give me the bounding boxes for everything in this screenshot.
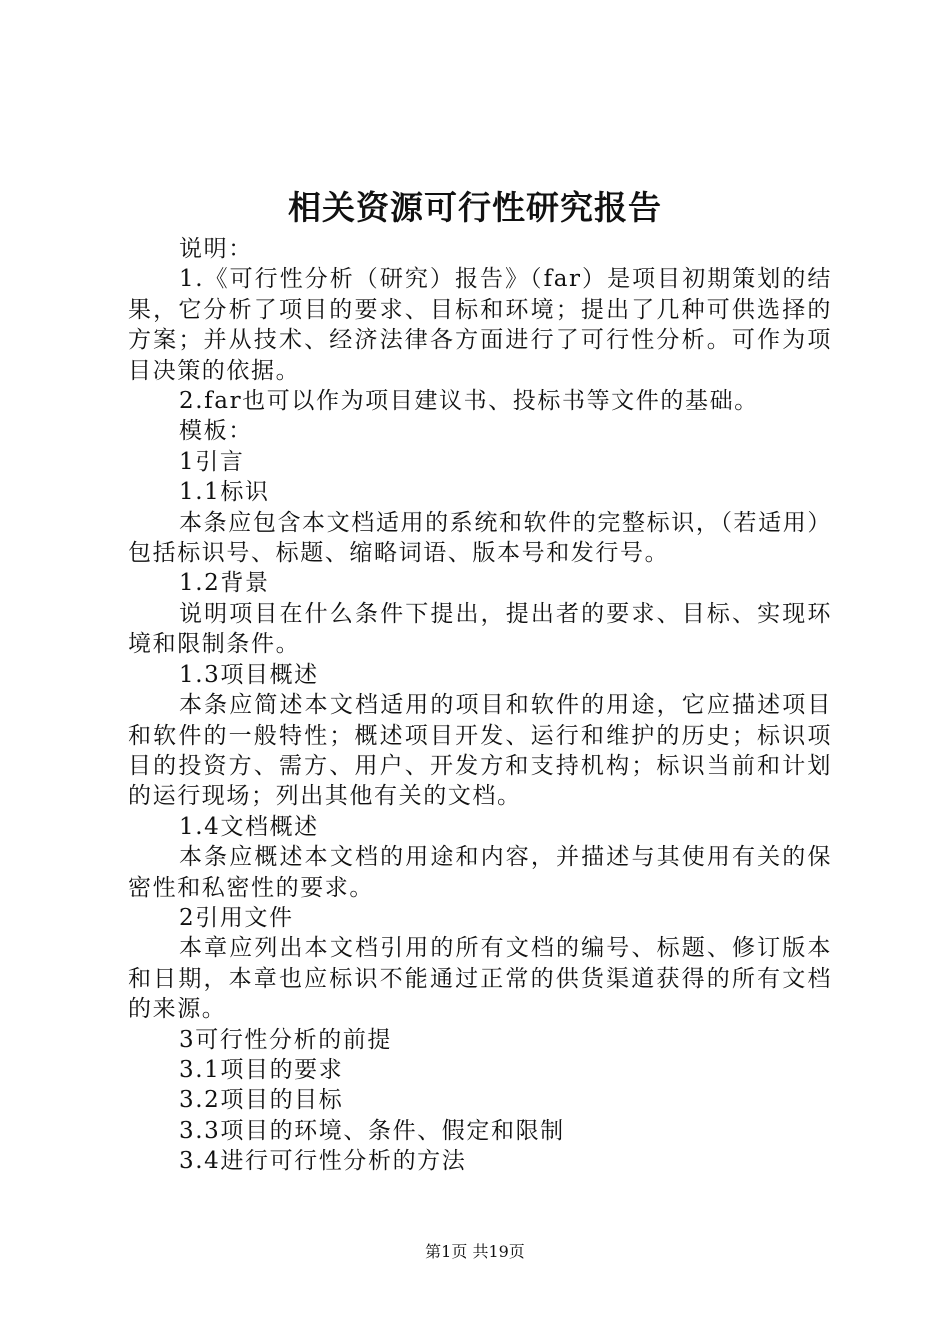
paragraph-template-heading: 模板： [179, 418, 253, 445]
document-body [128, 234, 832, 1177]
section-body-2: 本章应列出本文档引用的所有文档的编号、标题、修订版本和日期，本章也应标识不能通过正常的供货渠道获得的所有文档的来源。 [128, 935, 832, 1023]
paragraph-note-2: 2.far也可以作为项目建议书、投标书等文件的基础。 [179, 388, 759, 415]
section-heading-3-4: 3.4进行可行性分析的方法 [179, 1148, 467, 1175]
document-title: 相关资源可行性研究报告 [288, 188, 662, 227]
section-body-1-4: 本条应概述本文档的用途和内容，并描述与其使用有关的保密性和私密性的要求。 [128, 844, 832, 901]
section-heading-3: 3可行性分析的前提 [179, 1026, 393, 1053]
section-heading-1-1: 1.1标识 [179, 479, 270, 506]
section-body-1-2: 说明项目在什么条件下提出，提出者的要求、目标、实现环境和限制条件。 [128, 600, 832, 658]
section-heading-1-2: 1.2背景 [179, 570, 270, 597]
section-heading-1-4: 1.4文档概述 [179, 813, 319, 840]
section-heading-3-1: 3.1项目的要求 [179, 1056, 344, 1083]
section-heading-3-3: 3.3项目的环境、条件、假定和限制 [179, 1117, 565, 1144]
page-number-footer: 第1页 共19页 [425, 1242, 525, 1261]
paragraph-note-1: 1.《可行性分析（研究）报告》（far）是项目初期策划的结果，它分析了项目的要求、目标和环境；提出了几种可供选择的方案；并从技术、经济法律各方面进行了可行性分析。可作为项目决策的依据。 [128, 266, 832, 384]
section-body-1-3: 本条应简述本文档适用的项目和软件的用途，它应描述项目和软件的一般特性；概述项目开发、运行和维护的历史；标识项目的投资方、需方、用户、开发方和支持机构；标识当前和计划的运行现场；列出其他有关的文档。 [128, 692, 832, 810]
section-heading-2: 2引用文件 [179, 904, 294, 931]
section-heading-1-3: 1.3项目概述 [179, 661, 319, 688]
section-heading-1: 1引言 [179, 448, 245, 475]
paragraph-note-heading: 说明： [179, 236, 253, 262]
section-body-1-1: 本条应包含本文档适用的系统和软件的完整标识，（若适用）包括标识号、标题、缩略词语、版本号和发行号。 [128, 509, 832, 567]
section-heading-3-2: 3.2项目的目标 [179, 1087, 344, 1114]
